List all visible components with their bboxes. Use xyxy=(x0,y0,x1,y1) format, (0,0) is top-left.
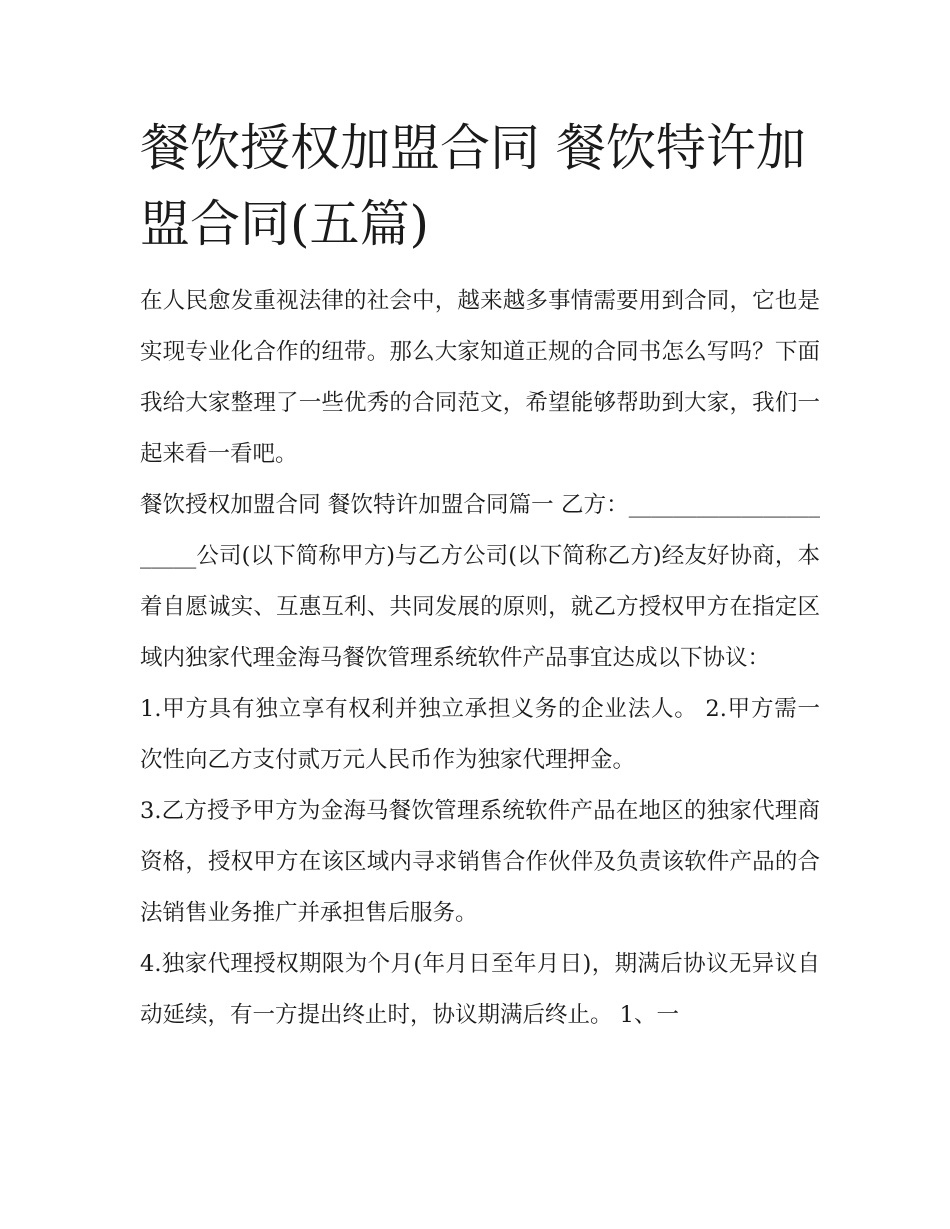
clause-3-paragraph: 3.乙方授予甲方为金海马餐饮管理系统软件产品在地区的独家代理商资格，授权甲方在该区域内寻求销售合作伙伴及负责该软件产品的合法销售业务推广并承担售后服务。 xyxy=(140,798,820,926)
intro-paragraph: 在人民愈发重视法律的社会中，越来越多事情需要用到合同，它也是实现专业化合作的纽带。那么大家知道正规的合同书怎么写吗？下面我给大家整理了一些优秀的合同范文，希望能够帮助到大家，我们一起来看一看吧。 xyxy=(140,288,820,467)
clause-1-2-paragraph: 1.甲方具有独立享有权利并独立承担义务的企业法人。 2.甲方需一次性向乙方支付贰万元人民币作为独家代理押金。 xyxy=(140,696,820,773)
clause-4-paragraph: 4.独家代理授权期限为个月(年月日至年月日)，期满后协议无异议自动延续，有一方提出终止时，协议期满后终止。 1、一 xyxy=(140,951,820,1028)
document-title: 餐饮授权加盟合同 餐饮特许加盟合同(五篇) xyxy=(140,119,806,253)
contract-preamble-paragraph: 餐饮授权加盟合同 餐饮特许加盟合同篇一 乙方：______________________公司(以下简称甲方)与乙方公司(以下简称乙方)经友好协商，本着自愿诚实、互惠互利、共同发展的原则，就乙方授权甲方在指定区域内独家代理金海马餐饮管理系统软件产品事宜达成以下协议： xyxy=(140,492,820,671)
document-body xyxy=(140,276,820,1041)
